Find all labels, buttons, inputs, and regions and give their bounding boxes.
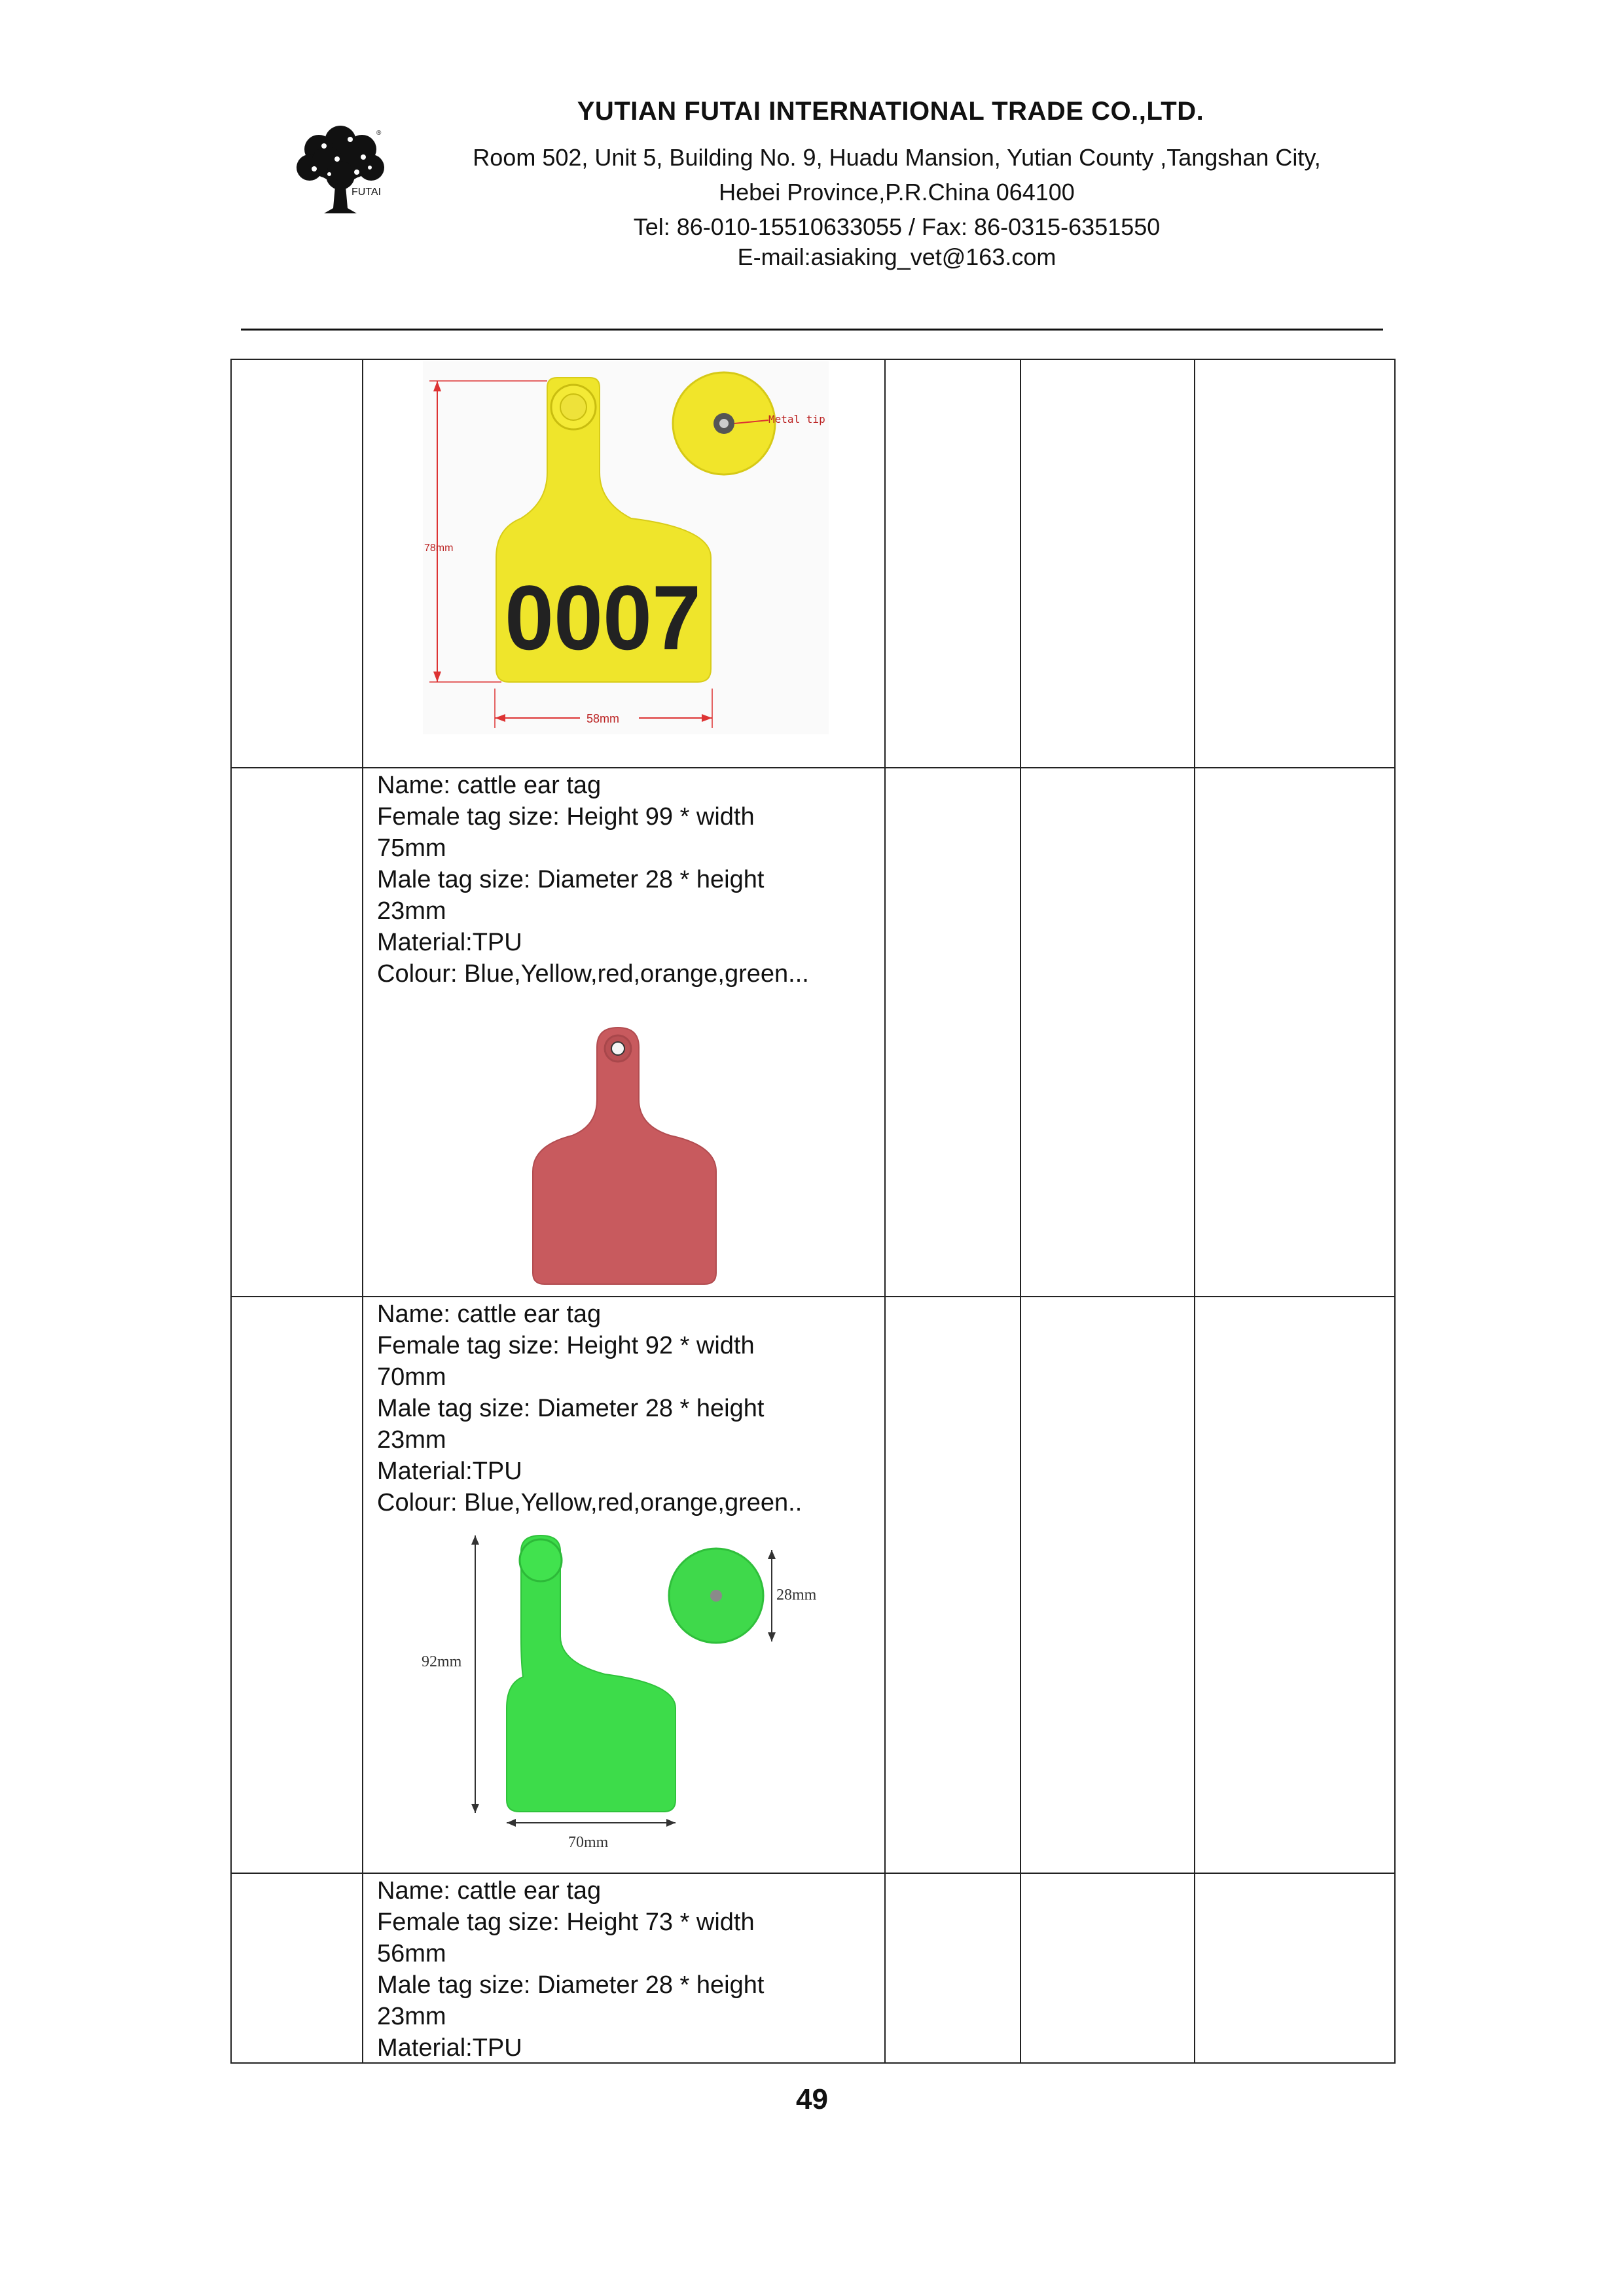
- red-ear-tag-icon: [520, 1021, 729, 1289]
- row-divider: [232, 1296, 1394, 1297]
- row-divider: [232, 767, 1394, 768]
- row-divider: [232, 1873, 1394, 1874]
- company-name: YUTIAN FUTAI INTERNATIONAL TRADE CO.,LTD.: [577, 97, 1204, 126]
- red-ear-tag-image: [520, 1021, 729, 1289]
- metal-tip-label: Metal tip: [768, 413, 825, 425]
- description-line: Female tag size: Height 73 * width: [377, 1909, 755, 1936]
- svg-text:®: ®: [376, 130, 382, 137]
- description-line: 56mm: [377, 1940, 446, 1967]
- description-line: Colour: Blue,Yellow,red,orange,green..: [377, 1489, 803, 1516]
- description-line: 75mm: [377, 834, 446, 862]
- height-label: 78mm: [424, 543, 454, 554]
- description-line: Name: cattle ear tag: [377, 1877, 602, 1905]
- description-line: Male tag size: Diameter 28 * height: [377, 1395, 765, 1422]
- description-line: 23mm: [377, 1426, 446, 1454]
- email: E-mail:asiaking_vet@163.com: [737, 243, 1056, 270]
- description-line: Material:TPU: [377, 1458, 522, 1485]
- yellow-ear-tag-image: [423, 361, 829, 734]
- green-ear-tag-icon: [415, 1532, 834, 1859]
- tel-fax: Tel: 86-010-15510633055 / Fax: 86-0315-6351550: [633, 213, 1161, 240]
- description-line: Female tag size: Height 99 * width: [377, 803, 755, 831]
- description-line: Female tag size: Height 92 * width: [377, 1332, 755, 1359]
- column-divider: [362, 360, 363, 2062]
- height-label: 92mm: [422, 1653, 462, 1670]
- description-line: Male tag size: Diameter 28 * height: [377, 1971, 765, 1999]
- yellow-ear-tag-icon: [423, 361, 829, 734]
- diameter-label: 28mm: [776, 1587, 817, 1604]
- description-line: 23mm: [377, 897, 446, 925]
- tag-number: 0007: [505, 566, 701, 669]
- green-ear-tag-image: [415, 1532, 834, 1859]
- address-line-2: Hebei Province,P.R.China 064100: [719, 179, 1075, 206]
- page-number: 49: [796, 2083, 828, 2115]
- width-label: 70mm: [568, 1834, 609, 1851]
- header-divider: [241, 329, 1383, 331]
- description-line: Male tag size: Diameter 28 * height: [377, 866, 765, 893]
- column-divider: [884, 360, 886, 2062]
- description-line: Name: cattle ear tag: [377, 772, 602, 799]
- product-description: [377, 1875, 875, 2064]
- product-description: [377, 770, 875, 990]
- logo-text: FUTAI: [352, 187, 382, 198]
- product-description: [377, 1299, 875, 1518]
- column-divider: [1020, 360, 1021, 2062]
- description-line: Colour: Blue,Yellow,red,orange,green...: [377, 960, 809, 988]
- description-line: Material:TPU: [377, 929, 522, 956]
- description-line: 23mm: [377, 2003, 446, 2030]
- address-line-1: Room 502, Unit 5, Building No. 9, Huadu Mansion, Yutian County ,Tangshan City,: [473, 144, 1321, 171]
- column-divider: [1194, 360, 1195, 2062]
- product-table: [230, 359, 1396, 2064]
- description-line: Material:TPU: [377, 2034, 522, 2062]
- description-line: 70mm: [377, 1363, 446, 1391]
- description-line: Name: cattle ear tag: [377, 1300, 602, 1328]
- width-label: 58mm: [586, 712, 620, 725]
